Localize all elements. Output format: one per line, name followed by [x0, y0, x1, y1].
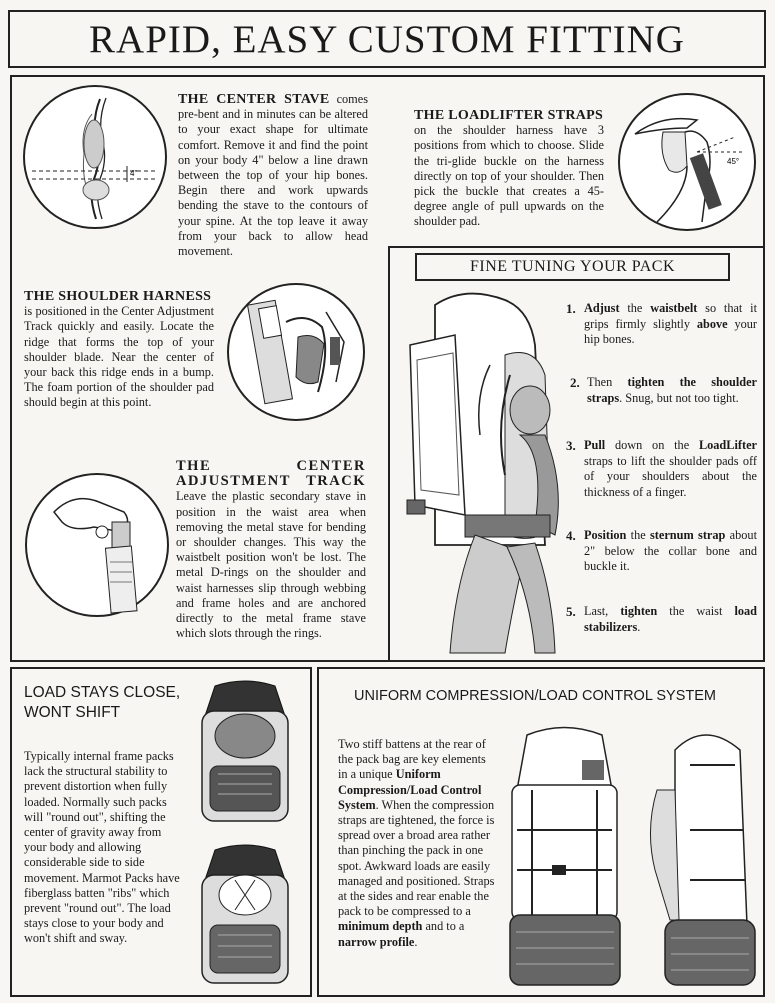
compression-body-bold1: Uniform Compression/Load Control System: [338, 767, 482, 812]
adjustment-track-heading: THE CENTER ADJUSTMENT TRACK: [176, 458, 366, 490]
loadlifter-body: on the shoulder harness have 3 positions from which to choose. Slide the tri-glide buckle on the harness directly on top of your shoulder. Then pick the buckle that creates a 45-degree angle of pull upwards on the shoulder pad.: [414, 123, 604, 229]
step-3-verb: Pull: [584, 438, 606, 452]
step-2-rest: . Snug, but not too tight.: [619, 390, 739, 405]
step-2-pre: Then: [587, 375, 628, 389]
step-1-verb: Adjust: [584, 301, 620, 315]
compression-pack-side-figure: [635, 720, 760, 992]
center-stave-text: [178, 92, 368, 259]
compression-pack-front-figure: [502, 720, 627, 992]
step-5-text: [584, 604, 757, 635]
compression-body: [338, 737, 498, 950]
step-5-number: 5.: [566, 604, 576, 619]
step-4-part2: about 2" below the collar bone and buckle it.: [584, 528, 757, 573]
step-5-bold2: load stabilizers: [584, 604, 757, 634]
step-5-part: the waist: [657, 604, 735, 618]
loadlifter-figure: [617, 92, 757, 232]
adjustment-track-text: [176, 459, 366, 641]
compression-body-bold3: narrow profile: [338, 934, 415, 949]
center-stave-figure: [22, 84, 168, 230]
adjustment-track-figure: [24, 472, 170, 618]
load-stays-pack-bottom-figure: [190, 840, 300, 990]
compression-body-bold2: minimum depth: [338, 919, 423, 934]
step-1-bold: waistbelt: [650, 301, 698, 315]
compression-body-pre: Two stiff battens at the rear of the pack bag are key elements in a unique: [338, 737, 486, 782]
step-4-text: [584, 528, 757, 575]
adjustment-track-body: Leave the plastic secondary stave in position in the waist area when removing the metal stave for bending or shoulder changes. This way the waistbelt position won't be lost. The metal D-rings on the shoulder and waist harnesses slip through webbing and frame holes and are anchored directly to the metal frame stave which slots through the rings.: [176, 489, 366, 641]
shoulder-harness-text: [24, 289, 214, 411]
step-4-bold: sternum strap: [650, 528, 726, 542]
step-1-bold2: above: [696, 316, 728, 331]
hiker-with-pack-figure: [395, 285, 570, 655]
loadlifter-fig-label: 45°: [727, 157, 740, 166]
fine-tuning-title: FINE TUNING YOUR PACK: [469, 258, 676, 275]
stave-fig-label: 4": [130, 169, 138, 178]
fine-tuning-title-box: [415, 253, 730, 281]
load-stays-heading-line1: LOAD STAYS CLOSE,: [24, 684, 181, 701]
load-stays-heading: [24, 683, 194, 723]
page-title: RAPID, EASY CUSTOM FITTING: [89, 17, 685, 61]
step-2-number: 2.: [570, 375, 580, 390]
center-stave-body: comes pre-bent and in minutes can be altered to your exact shape for ultimate comfort. Remove it and find the point on your body 4" below a line drawn between the top of your hip bones. Begin there and work upwards bending the stave to the contours of your spine. At the top leave it away from your back to allow head movement.: [178, 92, 368, 259]
step-5-pre: Last,: [584, 604, 621, 618]
compression-body-mid: . When the compression straps are tightened, the force is spread over a broad area rather than pinching the pack in one spot. Awkward loads are easily managed and positioned. Straps at the sides and rear enable the pack to be compressed to a: [338, 797, 495, 919]
center-stave-heading: THE CENTER STAVE: [178, 92, 330, 107]
shoulder-harness-figure: [226, 282, 366, 422]
step-5-bold: tighten: [620, 604, 658, 618]
step-3-text: [584, 438, 757, 500]
load-stays-pack-top-figure: [190, 676, 300, 831]
step-1-part3: your hip bones.: [584, 316, 758, 346]
step-4-verb: Position: [584, 528, 627, 542]
step-2-bold: tighten the shoulder straps: [587, 375, 758, 405]
load-stays-heading-line2: WONT SHIFT: [24, 704, 121, 721]
step-2-text: [587, 375, 757, 406]
loadlifter-heading: THE LOADLIFTER STRAPS: [414, 108, 604, 123]
compression-body-and: and to a: [422, 919, 465, 934]
compression-heading: UNIFORM COMPRESSION/LOAD CONTROL SYSTEM: [354, 688, 716, 704]
step-4-part: the: [626, 528, 651, 542]
step-3-part2: straps to lift the shoulder pads off of your shoulders about the thickness of a finger.: [584, 453, 757, 499]
title-box: [8, 10, 766, 68]
shoulder-harness-heading: THE SHOULDER HARNESS: [24, 289, 212, 304]
step-3-bold: LoadLifter: [698, 438, 757, 452]
shoulder-harness-body: is positioned in the Center Adjustment Track quickly and easily. Locate the ridge that forms the top of your shoulder blade. Near the center of your back this ridge ends in a bump. The foam portion of the shoulder pad should begin at this point.: [24, 304, 214, 410]
step-1-part: the: [619, 301, 651, 315]
step-1-part2: so that it grips firmly slightly: [584, 301, 757, 331]
step-5-part2: .: [637, 619, 641, 634]
step-4-number: 4.: [566, 528, 576, 543]
step-1-number: 1.: [566, 301, 576, 316]
step-3-part: down on the: [605, 438, 699, 452]
step-1-text: [584, 301, 757, 348]
compression-body-end: .: [414, 934, 418, 949]
step-3-number: 3.: [566, 438, 576, 453]
loadlifter-text: [414, 108, 604, 230]
load-stays-body: Typically internal frame packs lack the structural stability to prevent distortion when fully loaded. Normally such packs will "round out", shifting the center of gravity away from your body and allowing considerable side to side movement. Marmot Packs have fiberglass batten "ribs" which prevent "round out". The load stays close to your body and won't shift and sway.: [24, 749, 180, 946]
